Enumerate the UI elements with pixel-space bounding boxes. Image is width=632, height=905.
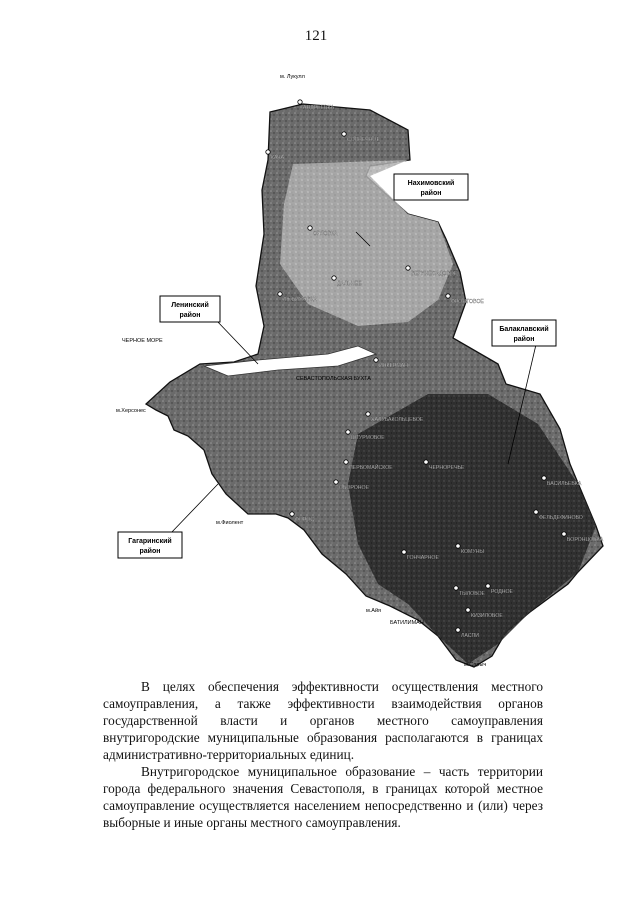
settlement-dot bbox=[402, 550, 406, 554]
settlement-name: ФОРОС bbox=[295, 517, 315, 523]
settlement-dot bbox=[456, 628, 460, 632]
settlement-dot bbox=[456, 544, 460, 548]
settlement-name: ФРОНТОВОЕ bbox=[451, 299, 484, 305]
svg-text:район: район bbox=[179, 312, 201, 319]
settlement-dot bbox=[446, 294, 450, 298]
svg-text:Гагаринский: Гагаринский bbox=[128, 538, 172, 545]
settlement-dot bbox=[266, 150, 270, 154]
settlement-dot bbox=[308, 226, 312, 230]
cape-lukull: м. Лукулл bbox=[280, 74, 305, 80]
settlement-name: ВОРОНЦОВКА bbox=[567, 537, 604, 543]
svg-text:район: район bbox=[513, 336, 535, 343]
settlement-dot bbox=[466, 608, 470, 612]
settlement-name: ВЕРХНЕСАДОВОЕ bbox=[411, 271, 458, 277]
svg-text:район: район bbox=[139, 548, 161, 555]
settlement-dot bbox=[332, 276, 336, 280]
body-text bbox=[103, 678, 543, 831]
cape-aya: м.Айя bbox=[366, 608, 382, 614]
cape-sarych: м.Сарыч bbox=[464, 662, 487, 668]
settlement-name: АНДРЕЕВКА bbox=[303, 105, 335, 111]
settlement-name: ОРЛОВКА bbox=[313, 231, 338, 237]
settlement-name: ЛЮБИМОВКА bbox=[283, 297, 318, 303]
settlement-dot bbox=[486, 584, 490, 588]
settlement-dot bbox=[424, 460, 428, 464]
settlement-dot bbox=[334, 480, 338, 484]
settlement-name: ПЕРВОМАЙСКОЕ bbox=[349, 465, 393, 471]
sevastopol-district-map bbox=[108, 64, 618, 670]
settlement-name: ХАЛУБАКОЛЬЦЕВОЕ bbox=[371, 417, 424, 423]
settlement-name: ОБОРОНОЕ bbox=[339, 485, 370, 491]
settlement-dot bbox=[366, 412, 370, 416]
settlement-name: ГОНЧАРНОЕ bbox=[407, 555, 439, 561]
settlement-dot bbox=[454, 586, 458, 590]
cape-fiolent: м.Фиолент bbox=[216, 520, 244, 526]
sea-label: ЧЕРНОЕ МОРЕ bbox=[122, 338, 163, 344]
district-label-leninsky bbox=[160, 296, 220, 322]
settlement-name: ЧЕРНОРЕЧЬЕ bbox=[429, 465, 465, 471]
settlement-name: СОЛНЕЧНОЕ bbox=[347, 137, 380, 143]
settlement-name: КИЗИЛОВОЕ bbox=[471, 613, 503, 619]
settlement-dot bbox=[278, 292, 282, 296]
cape-khersones: м.Херсонес bbox=[116, 408, 146, 414]
page-number: 121 bbox=[304, 28, 328, 44]
settlement-name: ДАЛЬНЕЕ bbox=[337, 281, 362, 287]
svg-text:район: район bbox=[420, 190, 442, 197]
settlement-dot bbox=[562, 532, 566, 536]
settlement-name: КОМУНЫ bbox=[461, 549, 484, 555]
settlement-name: КАЧА bbox=[271, 155, 284, 161]
svg-text:Балаклавский: Балаклавский bbox=[499, 326, 549, 333]
batiliman-label: БАТИЛИМАН bbox=[390, 620, 424, 626]
paragraph-2: Внутригородское муниципальное образование – часть территории города федерального значения Севастополя, в границах которой местное самоуправление осуществляется населением непосредственно и (или) через выборные и иные органы местного самоуправления. bbox=[103, 764, 543, 830]
bay-label: СЕВАСТОПОЛЬСКАЯ БУХТА bbox=[296, 376, 371, 382]
settlement-dot bbox=[406, 266, 410, 270]
settlement-dot bbox=[290, 512, 294, 516]
district-label-gagarinsky bbox=[118, 532, 182, 558]
settlement-name: ТЫЛОВОЕ bbox=[459, 591, 485, 597]
settlement-name: ШТУРМОВОЕ bbox=[351, 435, 385, 441]
settlement-dot bbox=[344, 460, 348, 464]
settlement-name: ИНКЕРМАН bbox=[379, 363, 408, 369]
district-label-nakhimovsky bbox=[394, 174, 468, 200]
settlement-dot bbox=[542, 476, 546, 480]
settlement-name: ЛАСПИ bbox=[461, 633, 479, 639]
settlement-dot bbox=[342, 132, 346, 136]
settlement-dot bbox=[298, 100, 302, 104]
paragraph-1: В целях обеспечения эффективности осуществления местного самоуправления, а также эффективности взаимодействия органов государственной власти и органов местного самоуправления внутригородские муниципальные образования располагаются в границах административно-территориальных единиц. bbox=[103, 679, 543, 762]
settlement-dot bbox=[534, 510, 538, 514]
svg-text:Нахимовский: Нахимовский bbox=[407, 180, 455, 187]
settlement-dot bbox=[346, 430, 350, 434]
settlement-name: ФЕЛЬДЕФИНОВО bbox=[539, 515, 583, 521]
settlement-name: ВАСИЛЬЕВКА bbox=[547, 481, 582, 487]
svg-text:Ленинский: Ленинский bbox=[171, 302, 209, 309]
district-label-balaklavsky bbox=[492, 320, 556, 346]
settlement-name: РОДНОЕ bbox=[491, 589, 514, 595]
settlement-dot bbox=[374, 358, 378, 362]
settlement-0 bbox=[298, 100, 335, 111]
